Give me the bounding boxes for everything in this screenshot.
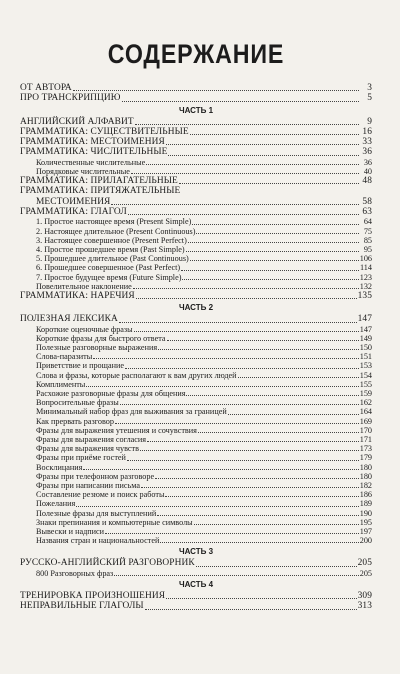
toc-subentry: [20, 343, 372, 352]
toc-entry-page: 190: [359, 508, 372, 518]
toc-subentry: [20, 426, 372, 435]
part-1-section: [20, 117, 372, 302]
dot-leader: [128, 213, 359, 215]
dot-leader: [86, 385, 358, 387]
toc-entry-label: Названия стран и национальностей: [36, 536, 160, 546]
toc-entry-page: 164: [359, 407, 372, 417]
toc-subentry: [20, 536, 372, 545]
toc-subentry: [20, 481, 372, 490]
dot-leader: [127, 459, 359, 461]
toc-entry-label: Составление резюме и поиск работы: [36, 490, 165, 500]
toc-entry-label: ПОЛЕЗНАЯ ЛЕКСИКА: [20, 314, 118, 325]
dot-leader: [105, 532, 359, 534]
toc-entry-page: 205: [359, 568, 372, 578]
toc-subentry: [20, 509, 372, 518]
dot-leader: [114, 574, 358, 576]
toc-entry-page: 3: [367, 83, 372, 93]
toc-entry: [20, 601, 372, 611]
toc-entry-page: 170: [359, 425, 372, 435]
toc-entry-page: 16: [362, 126, 372, 137]
toc-entry-label: Порядковые числительные: [36, 166, 130, 176]
dot-leader: [145, 608, 357, 610]
toc-entry-page: 123: [359, 272, 372, 282]
dot-leader: [157, 514, 359, 516]
toc-entry-page: 75: [363, 226, 372, 236]
toc-entry-page: 58: [362, 196, 372, 207]
toc-entry-label: 5. Прошедшее длительное (Past Continuous): [36, 254, 189, 264]
toc-subentry: [20, 407, 372, 416]
dot-leader: [111, 203, 359, 205]
toc-subentry: [20, 569, 372, 578]
toc-subentry: [20, 352, 372, 361]
toc-entry-page: 197: [359, 527, 372, 537]
dot-leader: [119, 321, 357, 323]
dot-leader: [228, 413, 359, 415]
toc-entry: [20, 186, 372, 196]
toc-entry-label: Короткие оценочные фразы: [36, 324, 133, 334]
toc-subentry: [20, 245, 372, 254]
toc-entry-label: Пожелания: [36, 499, 76, 509]
toc-entry-page: 40: [363, 166, 372, 176]
toc-entry-label: 1. Простое настоящее время (Present Simple): [36, 217, 192, 227]
toc-entry-label: Фразы при приёме гостей: [36, 453, 126, 463]
toc-entry: [20, 591, 372, 601]
dot-leader: [188, 241, 359, 243]
toc-entry-label: Приветствие и прощание: [36, 361, 124, 371]
toc-entry-label: АНГЛИЙСКИЙ АЛФАВИТ: [20, 116, 134, 127]
toc-entry-page: 149: [359, 333, 372, 343]
table-of-contents: [20, 38, 372, 612]
toc-entry-label: ГРАММАТИКА: НАРЕЧИЯ: [20, 291, 135, 301]
toc-subentry: [20, 417, 372, 426]
toc-entry-page: 200: [359, 536, 372, 546]
toc-entry: [20, 83, 372, 93]
toc-entry-page: 205: [357, 558, 372, 569]
toc-subentry: [20, 453, 372, 462]
toc-subentry: [20, 254, 372, 263]
toc-entry-page: 180: [359, 462, 372, 472]
toc-entry-label: ОТ АВТОРА: [20, 83, 72, 93]
toc-entry-label: Фразы для выражения чувств: [36, 444, 140, 454]
toc-entry-label: 2. Настоящее длительное (Present Continuous): [36, 226, 196, 236]
toc-entry-page: 182: [359, 481, 372, 491]
toc-entry-continuation: [20, 197, 372, 207]
toc-entry-page: 159: [359, 389, 372, 399]
toc-entry-label: Повелительное наклонение: [36, 281, 132, 291]
dot-leader: [192, 223, 359, 225]
toc-entry: [20, 117, 372, 127]
toc-entry: [20, 176, 372, 186]
toc-entry: [20, 314, 372, 324]
toc-entry-page: 180: [359, 471, 372, 481]
dot-leader: [155, 477, 359, 479]
toc-entry: [20, 137, 372, 147]
dot-leader: [125, 367, 359, 369]
dot-leader: [122, 100, 359, 102]
dot-leader: [147, 440, 359, 442]
toc-entry-page: 154: [359, 370, 372, 380]
toc-entry-page: 48: [362, 176, 372, 187]
toc-entry: [20, 558, 372, 568]
toc-entry-page: 147: [357, 314, 372, 325]
toc-subentry: [20, 444, 372, 453]
dot-leader: [133, 287, 359, 289]
toc-entry-label: Количественные числительные: [36, 157, 146, 167]
toc-subentry: [20, 282, 372, 291]
toc-entry-label: 4. Простое прошедшее время (Past Simple): [36, 244, 185, 254]
page-title: СОДЕРЖАНИЕ: [107, 39, 285, 69]
part-3-heading: ЧАСТЬ 3: [178, 547, 214, 557]
part-2-section: [20, 314, 372, 545]
toc-entry-page: 309: [357, 590, 372, 601]
toc-entry-label: МЕСТОИМЕНИЯ: [36, 196, 111, 207]
toc-entry: [20, 147, 372, 157]
dot-leader: [194, 523, 359, 525]
toc-entry-page: 64: [363, 217, 372, 227]
toc-entry-page: 147: [359, 324, 372, 334]
toc-entry-page: 36: [363, 157, 372, 167]
dot-leader: [196, 232, 359, 234]
toc-entry-page: 171: [359, 435, 372, 445]
toc-entry-label: Как прервать разговор: [36, 416, 114, 426]
toc-entry-label: Комплименты: [36, 379, 86, 389]
toc-subentry: [20, 334, 372, 343]
dot-leader: [76, 505, 358, 507]
toc-entry-page: 151: [359, 352, 372, 362]
toc-entry-label: 800 Разговорных фраз: [36, 568, 114, 578]
toc-entry-page: 132: [359, 281, 372, 291]
toc-entry-label: 3. Настоящее совершенное (Present Perfect): [36, 235, 187, 245]
toc-entry-label: ГРАММАТИКА: ЧИСЛИТЕЛЬНЫЕ: [20, 147, 168, 158]
part-3-section: [20, 558, 372, 578]
toc-subentry: [20, 263, 372, 272]
toc-subentry: [20, 527, 372, 536]
part-4-heading: ЧАСТЬ 4: [178, 579, 214, 589]
toc-entry-page: 169: [359, 416, 372, 426]
dot-leader: [179, 182, 359, 184]
dot-leader: [73, 89, 359, 91]
toc-entry-label: ГРАММАТИКА: ПРИЛАГАТЕЛЬНЫЕ: [20, 176, 178, 187]
toc-subentry: [20, 398, 372, 407]
dot-leader: [141, 486, 359, 488]
dot-leader: [135, 123, 359, 125]
dot-leader: [120, 403, 359, 405]
dot-leader: [93, 357, 359, 359]
toc-entry: [20, 207, 372, 217]
part-2-heading: ЧАСТЬ 2: [178, 303, 214, 313]
dot-leader: [182, 278, 358, 280]
toc-entry-label: Вопросительные фразы: [36, 398, 119, 408]
toc-entry-page: 33: [362, 137, 372, 148]
dot-leader: [134, 330, 359, 332]
toc-entry-page: 106: [359, 254, 372, 264]
toc-entry-label: Слова-паразиты: [36, 352, 93, 362]
part-4-section: [20, 591, 372, 612]
toc-subentry: [20, 167, 372, 176]
toc-entry-label: Фразы для выражения согласия: [36, 435, 147, 445]
dot-leader: [136, 297, 357, 299]
toc-entry-page: 162: [359, 398, 372, 408]
toc-entry-label: Полезные разговорные выражения: [36, 343, 158, 352]
dot-leader: [166, 143, 359, 145]
toc-subentry: [20, 380, 372, 389]
toc-entry-label: НЕПРАВИЛЬНЫЕ ГЛАГОЛЫ: [20, 601, 144, 612]
toc-subentry: [20, 490, 372, 499]
toc-subentry: [20, 518, 372, 527]
toc-entry-label: Фразы для выражения утешения и сочувствия: [36, 425, 197, 435]
toc-entry-page: 313: [357, 601, 372, 612]
dot-leader: [186, 250, 359, 252]
toc-entry-label: ТРЕНИРОВКА ПРОИЗНОШЕНИЯ: [20, 590, 166, 601]
toc-entry-page: 135: [357, 291, 372, 301]
toc-entry-label: Расхожие разговорные фразы для общения: [36, 389, 186, 399]
toc-entry-page: 36: [362, 147, 372, 158]
toc-entry-page: 150: [359, 343, 372, 352]
toc-entry-label: Восклицания: [36, 462, 83, 472]
toc-subentry: [20, 217, 372, 226]
toc-subentry: [20, 472, 372, 481]
dot-leader: [146, 163, 359, 165]
toc-subentry: [20, 435, 372, 444]
part-1-heading: ЧАСТЬ 1: [178, 105, 214, 115]
toc-entry-label: ГРАММАТИКА: ПРИТЯЖАТЕЛЬНЫЕ: [20, 186, 181, 197]
dot-leader: [166, 597, 357, 599]
toc-entry-page: 114: [360, 263, 372, 273]
dot-leader: [115, 422, 359, 424]
dot-leader: [198, 431, 359, 433]
toc-entry-page: 173: [359, 444, 372, 454]
dot-leader: [131, 172, 359, 174]
toc-entry-label: Короткие фразы для быстрого ответа: [36, 333, 166, 343]
toc-entry-label: Минимальный набор фраз для выживания за границей: [36, 407, 227, 417]
dot-leader: [186, 394, 358, 396]
toc-entry-label: 7. Простое будущее время (Future Simple): [36, 272, 182, 282]
toc-entry-page: 85: [363, 235, 372, 245]
toc-entry-label: ГРАММАТИКА: СУЩЕСТВИТЕЛЬНЫЕ: [20, 126, 189, 137]
toc-entry: [20, 127, 372, 137]
toc-entry-label: Слова и фразы, которые располагают к вам других людей: [36, 370, 237, 380]
dot-leader: [238, 376, 359, 378]
toc-entry-label: 6. Прошедшее совершенное (Past Perfect): [36, 263, 181, 273]
dot-leader: [140, 449, 359, 451]
toc-entry-label: Знаки препинания и компьютерные символы: [36, 517, 193, 527]
toc-entry-page: 195: [359, 517, 372, 527]
dot-leader: [158, 348, 359, 350]
toc-entry-label: ПРО ТРАНСКРИПЦИЮ: [20, 93, 121, 104]
toc-subentry: [20, 389, 372, 398]
toc-entry-label: Фразы при телефонном разговоре: [36, 471, 155, 481]
toc-entry-page: 179: [359, 453, 372, 463]
toc-entry-page: 186: [359, 490, 372, 500]
toc-subentry: [20, 273, 372, 282]
dot-leader: [160, 541, 358, 543]
toc-entry-page: 63: [362, 207, 372, 218]
dot-leader: [190, 259, 359, 261]
dot-leader: [165, 495, 358, 497]
toc-entry-label: ГРАММАТИКА: МЕСТОИМЕНИЯ: [20, 137, 165, 148]
toc-subentry: [20, 236, 372, 245]
toc-entry-page: 5: [367, 93, 372, 104]
toc-entry-label: РУССКО-АНГЛИЙСКИЙ РАЗГОВОРНИК: [20, 558, 195, 569]
toc-entry: [20, 291, 372, 301]
toc-entry-page: 153: [359, 361, 372, 371]
toc-subentry: [20, 325, 372, 334]
toc-entry-page: 9: [367, 116, 372, 127]
toc-entry-label: ГРАММАТИКА: ГЛАГОЛ: [20, 207, 127, 218]
toc-entry-page: 95: [363, 244, 372, 254]
toc-entry-page: 155: [359, 379, 372, 389]
dot-leader: [196, 565, 357, 567]
toc-subentry: [20, 227, 372, 236]
toc-entry: [20, 93, 372, 103]
toc-entry-label: Фразы при написании письма: [36, 481, 141, 491]
toc-subentry: [20, 361, 372, 370]
intro-section: [20, 83, 372, 104]
toc-subentry: [20, 371, 372, 380]
toc-subentry: [20, 158, 372, 167]
toc-entry-label: Вывески и надписи: [36, 527, 105, 537]
dot-leader: [167, 339, 359, 341]
dot-leader: [168, 154, 359, 156]
toc-subentry: [20, 499, 372, 508]
dot-leader: [190, 133, 359, 135]
dot-leader: [181, 269, 359, 271]
toc-entry-page: 189: [359, 499, 372, 509]
toc-entry-label: Полезные фразы для выступлений: [36, 508, 157, 518]
toc-subentry: [20, 463, 372, 472]
dot-leader: [83, 468, 358, 470]
